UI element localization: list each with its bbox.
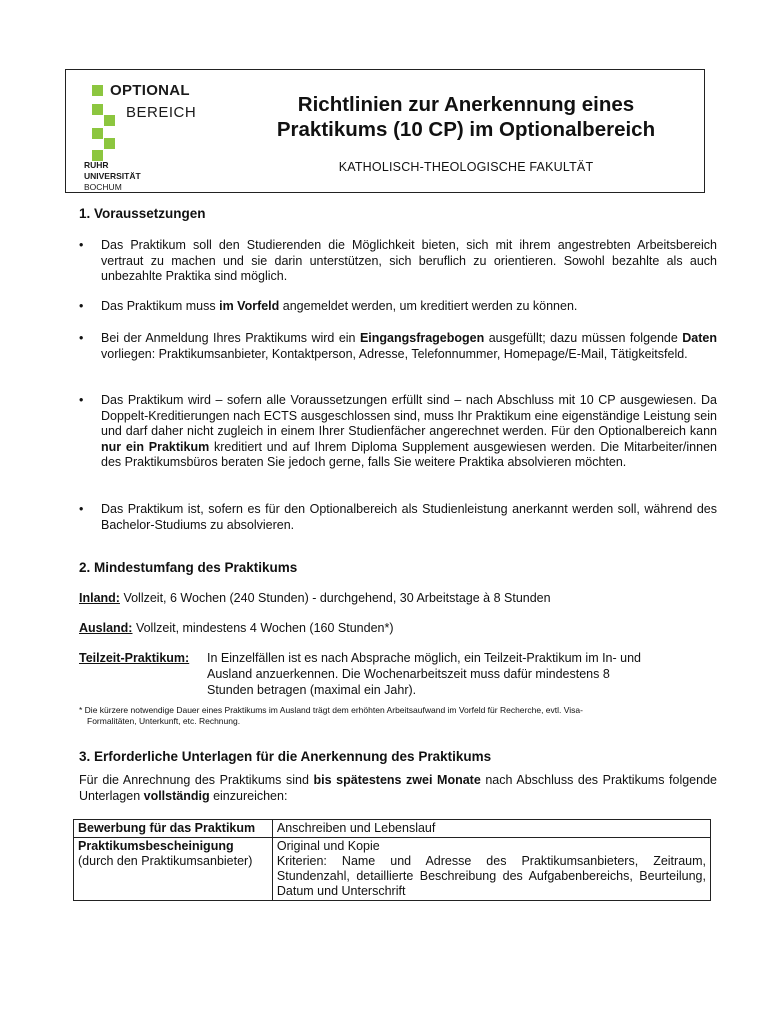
ausland-line — [79, 621, 394, 637]
table-row — [74, 838, 711, 901]
section1-heading: 1. Voraussetzungen — [79, 206, 206, 221]
documents-table — [73, 819, 711, 901]
bullet-text-mid: ausgefüllt; dazu müssen folgende — [484, 331, 683, 345]
table-cell-label — [74, 820, 273, 838]
inland-line — [79, 591, 551, 607]
logo-square — [92, 85, 103, 96]
logo-square — [104, 115, 115, 126]
section3-heading: 3. Erforderliche Unterlagen für die Anerkennung des Praktikums — [79, 749, 492, 764]
faculty-name: KATHOLISCH-THEOLOGISCHE FAKULTÄT — [338, 160, 594, 174]
bullet-text-post: angemeldet werden, um kreditiert werden zu können. — [279, 299, 578, 313]
university-name — [84, 160, 141, 193]
table-cell-value: Anschreiben und Lebenslauf — [272, 820, 710, 838]
document-header — [65, 69, 705, 193]
ausland-label: Ausland: — [79, 621, 133, 635]
teilzeit-text-line2: Ausland anzuerkennen. Die Wochenarbeitszeit muss dafür mindestens 8 — [207, 667, 610, 681]
list-item — [79, 299, 717, 315]
row1-label: Bewerbung für das Praktikum — [78, 821, 256, 835]
title-line1: Richtlinien zur Anerkennung eines — [297, 93, 635, 116]
logo-square — [92, 128, 103, 139]
table-row — [74, 820, 711, 838]
bullet-text-bold: nur ein Praktikum — [101, 439, 210, 454]
logo-square — [92, 104, 103, 115]
bullet-icon: • — [79, 238, 84, 252]
table-cell-label — [74, 838, 273, 901]
bullet-text-pre: Das Praktikum muss — [101, 299, 220, 313]
bullet-icon: • — [79, 502, 84, 516]
inland-label: Inland: — [79, 591, 120, 605]
requirements-list — [79, 299, 717, 315]
bullet-icon: • — [79, 331, 84, 345]
bullet-text-post: vorliegen: Praktikumsanbieter, Kontaktperson, Adresse, Telefonnummer, Homepage/E-Mail, Tätigkeitsfeld. — [101, 346, 688, 361]
teilzeit-label — [79, 651, 189, 667]
bullet-icon: • — [79, 299, 84, 313]
teilzeit-label-text: Teilzeit-Praktikum: — [79, 651, 190, 665]
page-title — [236, 92, 696, 142]
intro-text-bold: bis spätestens zwei Monate — [313, 773, 481, 787]
bullet-text-post: kreditiert und auf Ihrem Diploma Supplement ausgewiesen werden. Die Mitarbeiter/innen des Praktikumsbüros beraten Sie jedoch gerne, falls Sie weitere Praktika absolvieren möchten. — [101, 439, 717, 469]
row2-value-rest: Kriterien: Name und Adresse des Praktikumsanbieters, Zeitraum, Stundenzahl, detaillierte Beschreibung des Aufgabenbereichs, Beurteilung, Datum und Unterschrift — [276, 854, 706, 898]
university-line1: RUHR — [84, 160, 109, 170]
bullet-icon: • — [79, 393, 84, 407]
section2-heading: 2. Mindestumfang des Praktikums — [79, 560, 298, 575]
row2-label-bold: Praktikumsbescheinigung — [78, 839, 234, 853]
teilzeit-text-line3: Stunden betragen (maximal ein Jahr). — [207, 683, 417, 697]
list-item — [79, 393, 717, 471]
row2-value-line1: Original und Kopie — [276, 839, 380, 853]
bullet-text-bold: Daten — [682, 331, 717, 345]
requirements-list — [79, 502, 717, 533]
bullet-text: Das Praktikum ist, sofern es für den Optionalbereich als Studienleistung anerkannt werden soll, während des Bachelor-Studiums zu absolvieren. — [101, 502, 717, 532]
title-line2: Praktikums (10 CP) im Optionalbereich — [276, 118, 656, 141]
list-item — [79, 331, 717, 362]
section3-intro — [79, 773, 717, 804]
bullet-text-bold: Eingangsfragebogen — [359, 331, 485, 345]
bullet-text-bold: im Vorfeld — [219, 299, 280, 313]
university-line2: UNIVERSITÄT — [84, 171, 141, 181]
optionalbereich-logo — [84, 76, 244, 194]
requirements-list — [79, 331, 717, 362]
intro-text-post: einzureichen: — [209, 788, 288, 803]
university-line3: BOCHUM — [84, 182, 122, 192]
logo-square — [104, 138, 115, 149]
requirements-list — [79, 238, 717, 285]
intro-text-mid: nach Abschluss des Praktikums folgende Unterlagen — [79, 773, 717, 803]
ausland-text: Vollzeit, mindestens 4 Wochen (160 Stunden*) — [132, 621, 394, 635]
bullet-text: Das Praktikum soll den Studierenden die Möglichkeit bieten, sich mit ihrem angestrebten Arbeitsbereich vertraut zu machen und sie darin unterstützen, sich beruflich zu orientieren. Sowohl bezahlte als auch unbezahlte Praktika sind möglich. — [101, 238, 717, 283]
inland-text: Vollzeit, 6 Wochen (240 Stunden) - durchgehend, 30 Arbeitstage à 8 Stunden — [119, 591, 551, 605]
row2-label-rest: (durch den Praktikumsanbieter) — [78, 854, 253, 868]
logo-line2: BEREICH — [126, 104, 197, 121]
logo-line1: OPTIONAL — [110, 82, 190, 99]
list-item — [79, 238, 717, 285]
footnote-line2: Formalitäten, Unterkunft, etc. Rechnung. — [87, 716, 241, 726]
intro-text-pre: Für die Anrechnung des Praktikums sind — [79, 773, 314, 787]
bullet-text-pre: Das Praktikum wird – sofern alle Voraussetzungen erfüllt sind – nach Abschluss mit 10 CP ausgewiesen. Da Doppelt-Kreditierungen nach ECTS ausgeschlossen sind, muss Ihr Praktikum eine eigenständige Leistung sein und darf daher nicht zugleich in einem Ihrer Studienfächer angerechnet werden. Für den Optionalbereich kann — [101, 393, 717, 438]
requirements-list — [79, 393, 717, 471]
bullet-text-pre: Bei der Anmeldung Ihres Praktikums wird ein — [101, 331, 360, 345]
intro-text-bold: vollständig — [143, 788, 210, 803]
teilzeit-text-line1: In Einzelfällen ist es nach Absprache möglich, ein Teilzeit-Praktikum im In- und — [207, 651, 642, 665]
table-cell-value — [272, 838, 710, 901]
footnote — [79, 705, 717, 727]
footnote-line1: * Die kürzere notwendige Dauer eines Praktikums im Ausland trägt dem erhöhten Arbeitsaufwand im Vorfeld für Recherche, evtl. Visa- — [79, 705, 583, 715]
list-item — [79, 502, 717, 533]
